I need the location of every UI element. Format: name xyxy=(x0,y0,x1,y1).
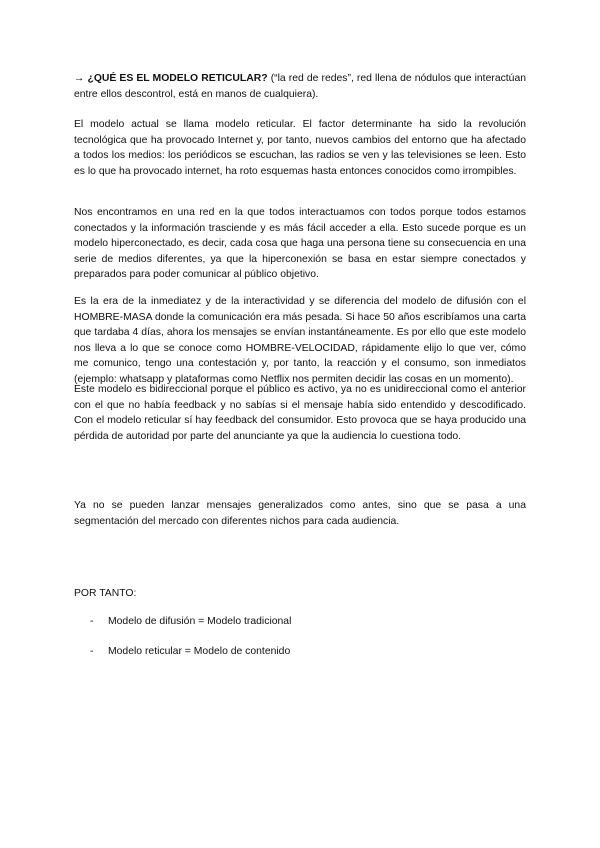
bullet-dash: - xyxy=(90,645,94,657)
conclusion-label: POR TANTO: xyxy=(74,588,137,599)
bullet-dash: - xyxy=(90,616,94,627)
list-item-text: Modelo reticular = Modelo de contenido xyxy=(108,645,291,657)
arrow-icon: → xyxy=(74,73,85,84)
list-item-text: Modelo de difusión = Modelo tradicional xyxy=(108,616,292,627)
paragraph-immediacy: Es la era de la inmediatez y de la interactividad y se diferencia del modelo de difusión con el HOMBRE-MASA donde la comunicación era más pesada. Si hace 50 años escribíamos una carta que tardaba 4 días, ahora los mensajes se envían instantáneamente. Es por ello que este modelo nos lleva a lo que se conoce como HOMBRE-VELOCIDAD, rápidamente elijo lo que ver, cómo me comunico, tengo una contestación y, por tanto, la reacción y el consumo, son inmediatos (ejemplo: whatsapp y plataformas como Netflix nos permiten decidir las cosas en un momento). xyxy=(74,296,526,385)
paragraph-network: Nos encontramos en una red en la que todos interactuamos con todos porque todos estamos conectados y la información trasciende y es más fácil acceder a ella. Esto sucede porque es un modelo hiperconectado, es decir, cada cosa que haga una persona tiene su consecuencia en una serie de medios diferentes, ya que la hiperconexión se basa en estar siempre conectados y preparados para poder comunicar al público objetivo. xyxy=(74,207,526,281)
intro-paragraph xyxy=(74,71,526,102)
intro-text: (“la red de redes”, red llena de nódulos que interactúan entre ellos descontrol, está en manos de cualquiera). xyxy=(74,73,527,100)
paragraph-definition: El modelo actual se llama modelo reticular. El factor determinante ha sido la revolución tecnológica que ha provocado Internet y, por tanto, nuevos cambios del entorno que ha afectado a todos los medios: los periódicos se escuchan, las radios se ven y las televisiones se leen. Esto es lo que ha provocado internet, ha roto esquemas hasta entonces conocidos como irrompibles. xyxy=(74,119,526,177)
section-heading: ¿QUÉ ES EL MODELO RETICULAR? xyxy=(87,73,268,84)
paragraph-bidirectional: Este modelo es bidireccional porque el público es activo, ya no es unidireccional como el anterior con el que no había feedback y no sabías si el mensaje había sido entendido y descodificado. Con el modelo reticular sí hay feedback del consumidor. Esto provoca que se haya producido una pérdida de autoridad por parte del anunciante ya que la audiencia lo cuestiona todo. xyxy=(74,384,526,442)
paragraph-segmentation: Ya no se pueden lanzar mensajes generalizados como antes, sino que se pasa a una segmentación del mercado con diferentes nichos para cada audiencia. xyxy=(74,500,526,527)
